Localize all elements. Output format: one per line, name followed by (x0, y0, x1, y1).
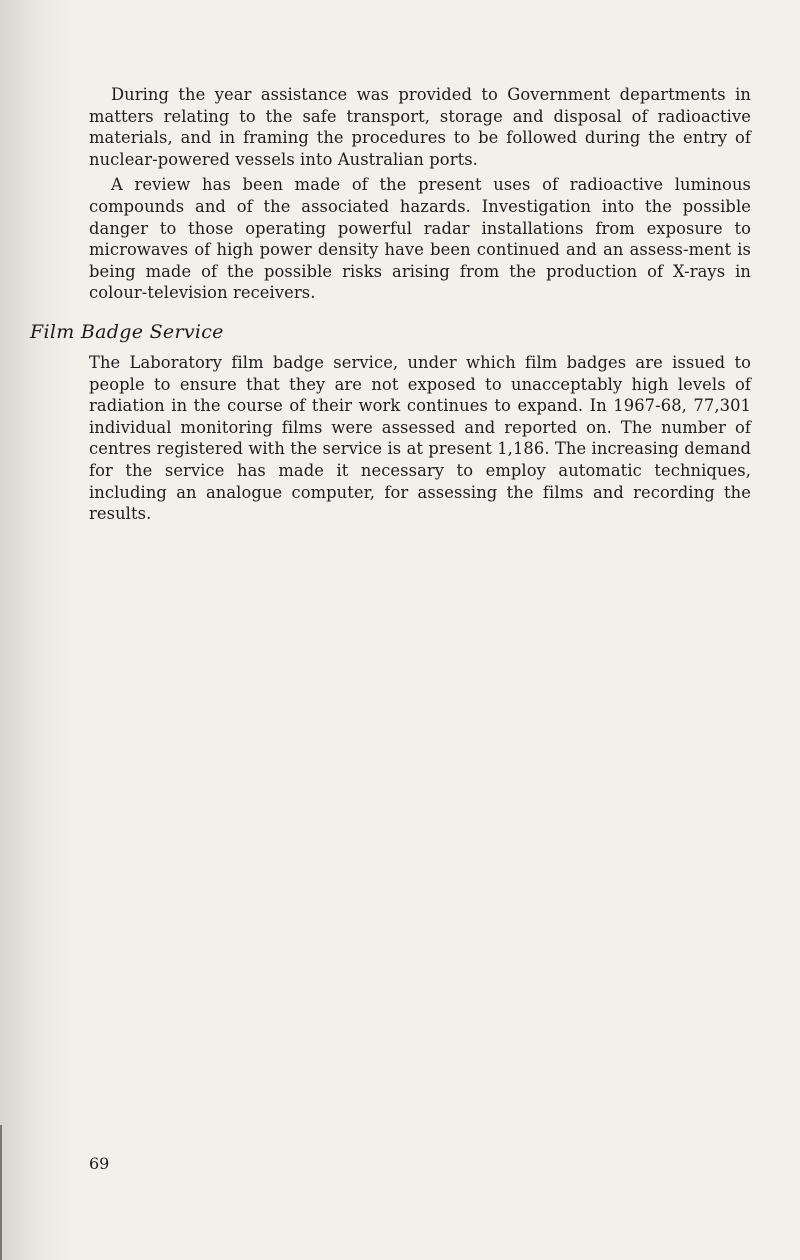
paragraph-film-badge: The Laboratory film badge service, under which film badges are issued to people to ensure that they are not exposed to unacceptably high levels of radiation in the course of their work continues to expand. In 1967-68, 77,301 individual monitoring films were assessed and reported on. The number of centres registered with the service is at present 1,186. The increasing demand for the service has made it necessary to employ automatic techniques, including an analogue computer, for assessing the films and recording the results. (89, 353, 751, 524)
film-badge-text-block (89, 352, 751, 525)
section-heading-film-badge: Film Badge Service (30, 321, 224, 343)
intro-text-block (89, 84, 751, 304)
paragraph-assistance: During the year assistance was provided to Government departments in matters relating to the safe transport, storage and disposal of radioactive materials, and in framing the procedures to be followed during the entry of nuclear-powered vessels into Australian ports. (89, 85, 751, 169)
paragraph-review: A review has been made of the present uses of radioactive luminous compounds and of the associated hazards. Investigation into the possible danger to those operating powerful radar installations from exposure to microwaves of high power density have been continued and an assess-ment is being made of the possible risks arising from the production of X-rays in colour-television receivers. (89, 175, 751, 303)
page-number: 69 (89, 1154, 110, 1173)
page-edge-line (0, 1125, 2, 1260)
page-margin-shadow (0, 0, 70, 1260)
